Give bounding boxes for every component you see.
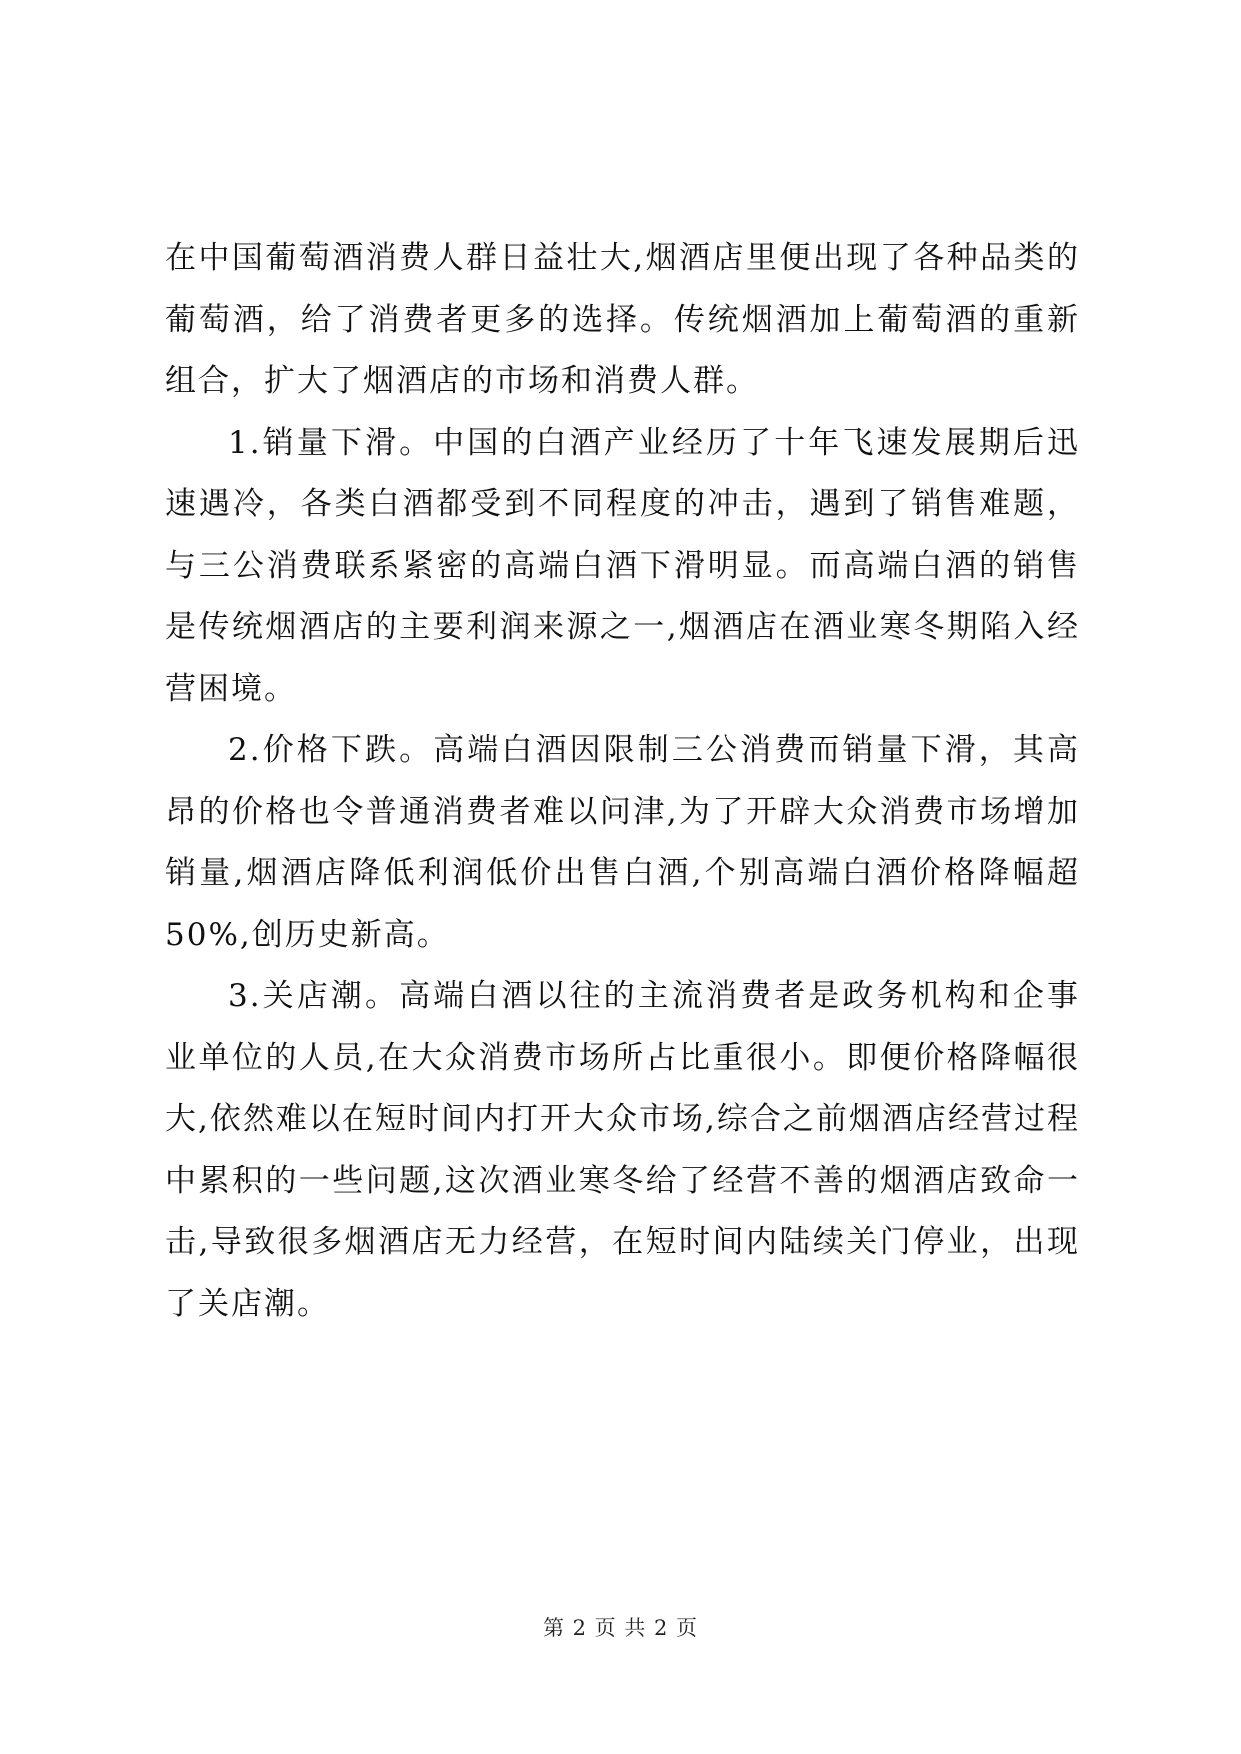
document-body (165, 228, 1080, 1335)
paragraph-store-closures: 3.关店潮。高端白酒以往的主流消费者是政务机构和企事业单位的人员,在大众消费市场所占比重很小。即便价格降幅很大,依然难以在短时间内打开大众市场,综合之前烟酒店经营过程中累积的一些问题,这次酒业寒冬给了经营不善的烟酒店致命一击,导致很多烟酒店无力经营，在短时间内陆续关门停业，出现了关店潮。 (165, 978, 1080, 1322)
paragraph-sales-decline: 1.销量下滑。中国的白酒产业经历了十年飞速发展期后迅速遇冷，各类白酒都受到不同程度的冲击，遇到了销售难题，与三公消费联系紧密的高端白酒下滑明显。而高端白酒的销售是传统烟酒店的主要利润来源之一,烟酒店在酒业寒冬期陷入经营困境。 (165, 424, 1080, 707)
paragraph-price-drop: 2.价格下跌。高端白酒因限制三公消费而销量下滑，其高昂的价格也令普通消费者难以问津,为了开辟大众消费市场增加销量,烟酒店降低利润低价出售白酒,个别高端白酒价格降幅超50%,创历史新高。 (165, 732, 1080, 953)
page-number-label: 第 2 页 共 2 页 (542, 1616, 699, 1640)
page-footer (0, 1612, 1241, 1642)
paragraph-intro-continued: 在中国葡萄酒消费人群日益壮大,烟酒店里便出现了各种品类的葡萄酒，给了消费者更多的选择。传统烟酒加上葡萄酒的重新组合，扩大了烟酒店的市场和消费人群。 (165, 240, 1080, 399)
